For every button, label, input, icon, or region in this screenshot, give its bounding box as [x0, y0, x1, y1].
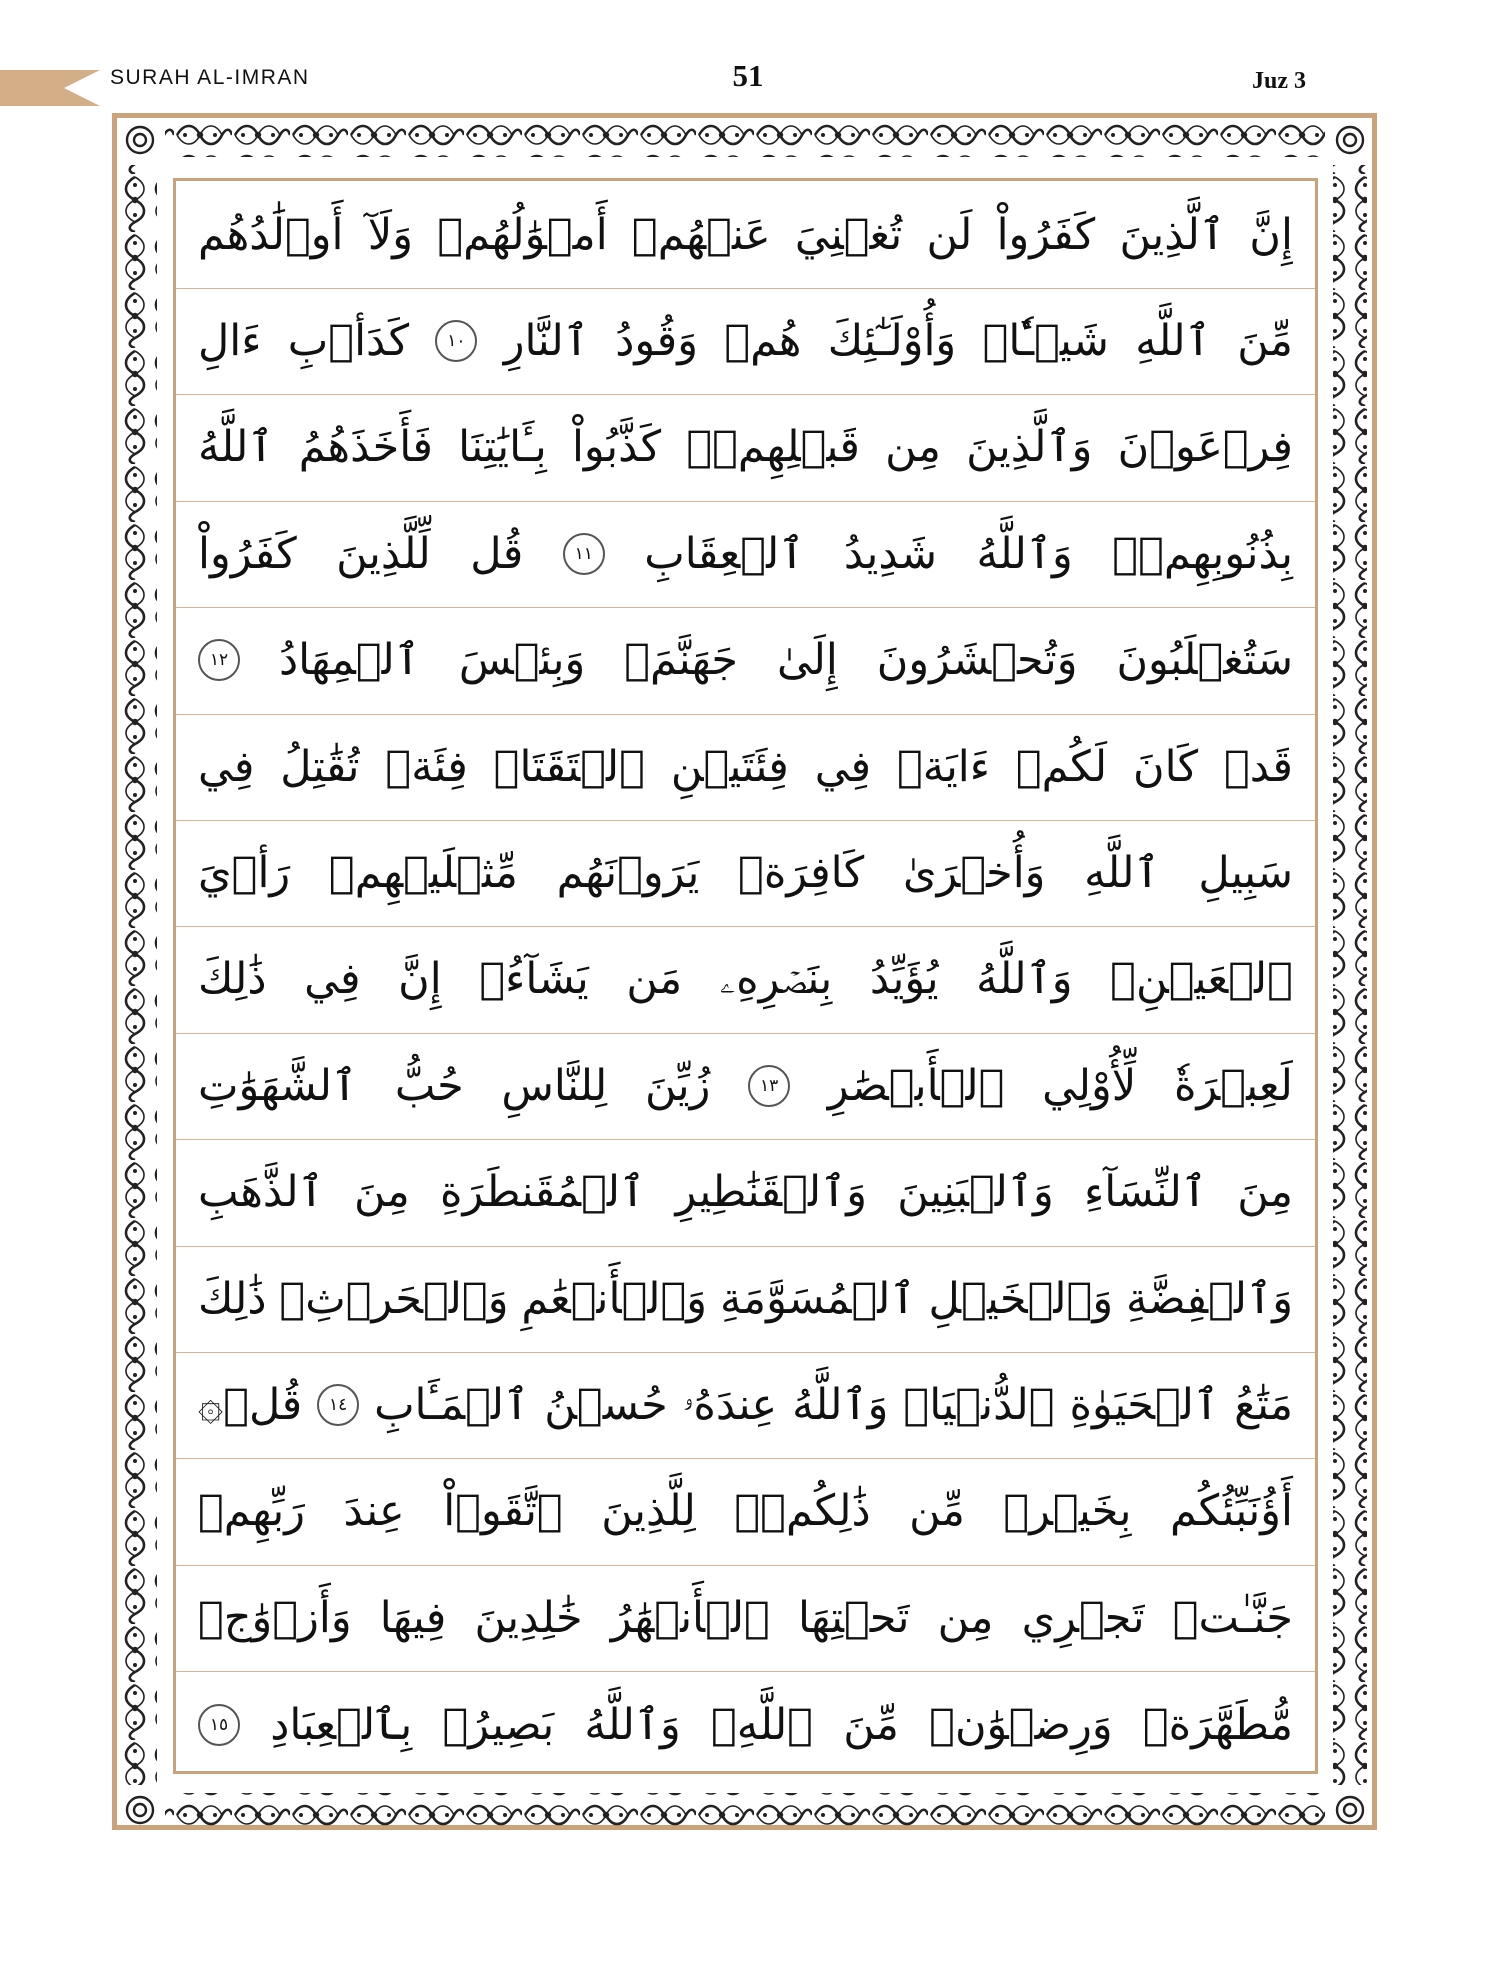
arabic-word: وَرِضۡوَٰنٞ: [929, 1699, 1113, 1750]
arabic-word: ٱلنِّسَآءِ: [1084, 1167, 1207, 1218]
arabic-word: مِّثۡلَيۡهِمۡ: [328, 847, 518, 898]
arabic-word: جَنَّـٰتٞ: [1172, 1592, 1293, 1643]
arabic-word: فَأَخَذَهُمُ: [298, 422, 433, 473]
verse-line: [176, 500, 1315, 608]
arabic-word: أَوۡلَٰدُهُم: [198, 209, 344, 260]
arabic-word: مِّنَ: [843, 1699, 899, 1750]
arabic-word: ءَايَةٞ: [896, 741, 990, 792]
arabic-word: شَيۡـٔٗاۖ: [982, 315, 1109, 366]
arabic-word: لَعِبۡرَةٗ: [1174, 1060, 1293, 1111]
verse-line: [176, 181, 1315, 289]
arabic-word: أَؤُنَبِّئُكُم: [1169, 1486, 1293, 1537]
arabic-word: تَجۡرِي: [1021, 1592, 1145, 1643]
arabic-word: ٱلۡتَقَتَاۖ: [493, 741, 645, 792]
arabic-word: فِرۡعَوۡنَ: [1117, 422, 1293, 473]
arabic-word: بِخَيۡرٖ: [1003, 1486, 1132, 1537]
arabic-word: لِلَّذِينَ: [601, 1486, 696, 1537]
arabic-word: لِّلَّذِينَ: [336, 528, 431, 579]
arabic-word: حُسۡنُ: [544, 1379, 668, 1430]
arabic-word: بِٱلۡعِبَادِ: [270, 1699, 413, 1750]
arabic-word: تُغۡنِيَ: [794, 209, 903, 260]
verse-line: [176, 1564, 1315, 1672]
verse-line: [176, 713, 1315, 821]
arabic-word: عِندَ: [343, 1486, 405, 1537]
arabic-word: ٱللَّهِ: [1084, 847, 1160, 898]
arabic-word: ٱللَّهِۗ: [710, 1699, 813, 1750]
arabic-word: لَكُمۡ: [1015, 741, 1108, 792]
arabic-word: ٱلۡأَنۡهَٰرُ: [610, 1592, 770, 1643]
arabic-word: كَذَّبُواْ: [571, 422, 662, 473]
arabic-word: يُؤَيِّدُ: [869, 954, 939, 1005]
arabic-word: ذَٰلِكَ: [198, 1273, 267, 1324]
arabic-word: وَٱللَّهُ: [976, 528, 1073, 579]
arabic-word: فِيهَا: [379, 1592, 447, 1643]
arabic-word: بِذُنُوبِهِمۡۗ: [1112, 528, 1293, 579]
arabic-word: ٱلۡأَبۡصَٰرِ: [827, 1060, 1005, 1111]
arabic-word: ذَٰلِكَ: [198, 954, 267, 1005]
arabic-word: ٱلدُّنۡيَاۖ: [903, 1379, 1055, 1430]
verse-line: [176, 1139, 1315, 1247]
arabic-word: كَدَأۡبِ: [287, 315, 410, 366]
ayah-number-marker: ١٥: [198, 1704, 240, 1746]
arabic-word: رَبِّهِمۡ: [198, 1486, 305, 1537]
arabic-word: ٱلشَّهَوَٰتِ: [198, 1060, 358, 1111]
arabic-word: ٱلَّذِينَ: [1119, 209, 1226, 260]
ayah-number-marker: ١٤: [317, 1384, 359, 1426]
arabic-word: فِي: [304, 954, 361, 1005]
arabic-word: مُّطَهَّرَةٞ: [1142, 1699, 1293, 1750]
arabic-word: مَن: [626, 954, 683, 1005]
arabic-word: تَحۡتِهَا: [798, 1592, 910, 1643]
arabic-word: قَبۡلِهِمۡۚ: [686, 422, 860, 473]
arabic-word: وَبِئۡسَ: [458, 635, 586, 686]
arabic-word: لَن: [926, 209, 973, 260]
arabic-word: رَأۡيَ: [198, 847, 291, 898]
arabic-word: وَتُحۡشَرُونَ: [876, 635, 1078, 686]
arabic-word: مِنَ: [1237, 1167, 1293, 1218]
arabic-word: مَتَٰعُ: [1234, 1379, 1293, 1430]
arabic-word: ٱلۡمُسَوَّمَةِ: [719, 1273, 916, 1324]
arabic-word: ٱللَّهُ: [198, 422, 274, 473]
verse-line: [176, 1671, 1315, 1779]
arabic-word: ٱتَّقَوۡاْ: [443, 1486, 563, 1537]
arabic-word: بَصِيرُۢ: [442, 1699, 555, 1750]
arabic-word: قُل: [470, 528, 524, 579]
ayah-number-marker: ١٢: [198, 639, 240, 681]
arabic-word: فِئَةٞ: [385, 741, 468, 792]
arabic-word: مِنَ: [354, 1167, 410, 1218]
arabic-word: مِن: [885, 422, 941, 473]
arabic-word: ٱلۡحَيَوٰةِ: [1069, 1379, 1220, 1430]
arabic-word: كَانَ: [1132, 741, 1199, 792]
arabic-word: بِنَصۡرِهِۦ: [719, 954, 833, 1005]
arabic-word: بِـَٔايَٰتِنَا: [458, 422, 547, 473]
arabic-word: ٱلۡمُقَنطَرَةِ: [440, 1167, 646, 1218]
arabic-word: سَبِيلِ: [1198, 847, 1293, 898]
juz-label: Juz 3: [1252, 68, 1306, 94]
arabic-word: وَٱلۡبَنِينَ: [897, 1167, 1054, 1218]
verse-line: [176, 926, 1315, 1034]
arabic-word: كَفَرُواْ: [198, 528, 297, 579]
arabic-word: ٱللَّهِ: [1135, 315, 1211, 366]
surah-name: SURAH AL-IMRAN: [110, 66, 310, 89]
arabic-word: مِّن: [909, 1486, 965, 1537]
arabic-word: وَٱلۡخَيۡلِ: [928, 1273, 1114, 1324]
arabic-word: وَقُودُ: [615, 315, 698, 366]
arabic-word: وَٱلۡحَرۡثِۗ: [279, 1273, 509, 1324]
arabic-word: عَنۡهُمۡ: [631, 209, 771, 260]
ayah-number-marker: ١٣: [748, 1065, 790, 1107]
arabic-word: لِّأُوْلِي: [1042, 1060, 1137, 1111]
arabic-word: خَٰلِدِينَ: [474, 1592, 583, 1643]
verse-line: [176, 819, 1315, 927]
arabic-word: وَأُخۡرَىٰ: [902, 847, 1046, 898]
verse-line: [176, 287, 1315, 395]
arabic-word: إِنَّ: [398, 954, 442, 1005]
arabic-word: ٱلۡمَـَٔابِ: [374, 1379, 530, 1430]
arabic-word: أَمۡوَٰلُهُمۡ: [437, 209, 608, 260]
ayah-number-marker: ١٠: [435, 320, 477, 362]
arabic-word: يَرَوۡنَهُم: [556, 847, 700, 898]
verse-line: [176, 1458, 1315, 1566]
arabic-word: مِن: [937, 1592, 994, 1643]
arabic-word: كَافِرَةٞ: [738, 847, 865, 898]
arabic-word: ٱلۡعِقَابِ: [644, 528, 805, 579]
arabic-word: كَفَرُواْ: [996, 209, 1096, 260]
arabic-word: فِئَتَيۡنِ: [670, 741, 789, 792]
arabic-word: ۞قُلۡ: [198, 1379, 303, 1430]
arabic-word: وَلَآ: [367, 209, 414, 260]
arabic-word: ٱلذَّهَبِ: [198, 1167, 324, 1218]
arabic-word: تُقَٰتِلُ: [280, 741, 360, 792]
arabic-word: وَأَزۡوَٰجٞ: [198, 1592, 352, 1643]
arabic-word: وَٱللَّهُ: [584, 1699, 681, 1750]
arabic-word: جَهَنَّمَۖ: [624, 635, 738, 686]
arabic-word: حُبُّ: [394, 1060, 464, 1111]
arabic-word: مِّنَ: [1237, 315, 1293, 366]
arabic-word: فِي: [198, 741, 255, 792]
arabic-word: فِي: [814, 741, 872, 792]
arabic-word: وَٱلۡفِضَّةِ: [1126, 1273, 1293, 1324]
arabic-word: سَتُغۡلَبُونَ: [1116, 635, 1293, 686]
arabic-word: وَٱلۡقَنَٰطِيرِ: [675, 1167, 868, 1218]
arabic-word: يَشَآءُۚ: [479, 954, 589, 1005]
arabic-word: وَٱلَّذِينَ: [966, 422, 1093, 473]
arabic-word: ءَالِ: [198, 315, 262, 366]
arabic-word: هُمۡ: [724, 315, 802, 366]
arabic-word: ٱلۡمِهَادُ: [278, 635, 420, 686]
arabic-word: وَٱلۡأَنۡعَٰمِ: [521, 1273, 708, 1324]
verse-line: [176, 607, 1315, 715]
arabic-word: زُيِّنَ: [644, 1060, 711, 1111]
quran-text-frame: [173, 178, 1318, 1774]
arabic-word: ٱلۡعَيۡنِۚ: [1110, 954, 1293, 1005]
arabic-word: وَٱللَّهُ: [792, 1379, 889, 1430]
arabic-word: ذَٰلِكُمۡۖ: [734, 1486, 871, 1537]
arabic-word: عِندَهُۥ: [682, 1379, 778, 1430]
arabic-word: وَأُوْلَـٰٓئِكَ: [827, 315, 957, 366]
verse-line: [176, 1032, 1315, 1140]
arabic-word: إِنَّ: [1249, 209, 1293, 260]
arabic-word: وَٱللَّهُ: [976, 954, 1073, 1005]
arabic-word: لِلنَّاسِ: [501, 1060, 608, 1111]
arabic-word: شَدِيدُ: [843, 528, 937, 579]
verse-line: [176, 394, 1315, 502]
verse-line: [176, 1245, 1315, 1353]
ayah-number-marker: ١١: [563, 533, 605, 575]
arabic-word: قَدۡ: [1224, 741, 1293, 792]
page-number: 51: [732, 58, 764, 93]
arabic-word: ٱلنَّارِ: [503, 315, 589, 366]
verse-line: [176, 1351, 1315, 1459]
arabic-word: إِلَىٰ: [776, 635, 838, 686]
